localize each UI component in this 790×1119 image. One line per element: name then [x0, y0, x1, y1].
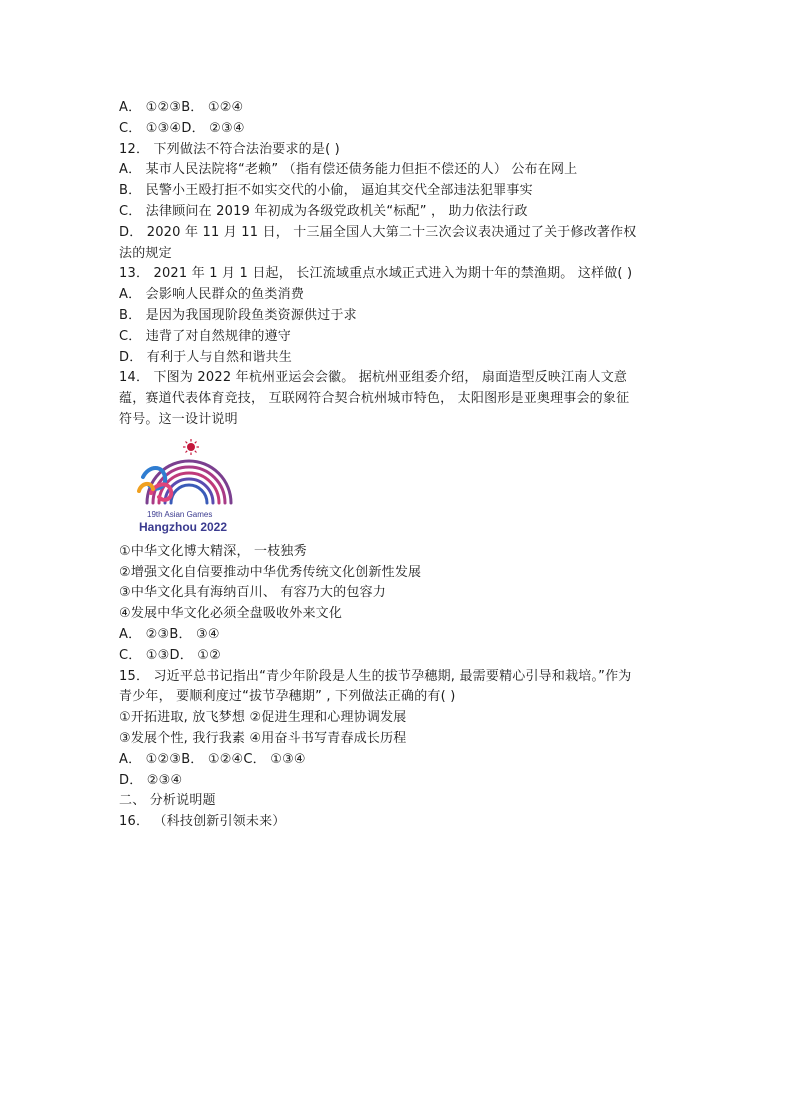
q14-statement-1: ①中华文化博大精深， 一枝独秀: [119, 543, 307, 559]
q12-option-a: A． 某市人民法院将“老赖” （指有偿还债务能力但拒不偿还的人） 公布在网上: [119, 162, 578, 178]
q13-option-d: D． 有利于人与自然和谐共生: [119, 349, 292, 365]
q15-stem-2: 青少年， 要顺利度过“拔节孕穗期” , 下列做法正确的有( ): [119, 689, 456, 705]
q15-option-d: D． ②③④: [119, 772, 183, 788]
q11-options-ab: A． ①②③B． ①②④: [119, 100, 244, 115]
q15-statements-12: ①开拓进取, 放飞梦想 ②促进生理和心理协调发展: [119, 710, 407, 726]
q14-statement-3: ③中华文化具有海纳百川、 有容乃大的包容力: [119, 585, 386, 601]
hangzhou-asian-games-emblem: [129, 435, 249, 540]
q13-option-c: C． 违背了对自然规律的遵守: [119, 328, 292, 344]
q12-option-b: B． 民警小王殴打拒不如实交代的小偷， 逼迫其交代全部违法犯罪事实: [119, 183, 533, 199]
section-heading: 二、 分析说明题: [119, 793, 216, 809]
q15-stem-1: 15． 习近平总书记指出“青少年阶段是人生的拔节孕穗期, 最需要精心引导和栽培。”作为: [119, 668, 632, 684]
q13-option-a: A． 会影响人民群众的鱼类消费: [119, 287, 305, 303]
q14-stem-1: 14． 下图为 2022 年杭州亚运会会徽。 据杭州亚组委介绍， 扇面造型反映江南人文意: [119, 370, 628, 386]
q13-option-b: B． 是因为我国现阶段鱼类资源供过于求: [119, 307, 357, 323]
sun-icon: [183, 439, 199, 455]
document-content: [119, 98, 679, 833]
q13-stem: 13． 2021 年 1 月 1 日起， 长江流域重点水域正式进入为期十年的禁渔期。 这样做( ): [119, 266, 633, 282]
q14-options-ab: A． ②③B． ③④: [119, 626, 220, 642]
q14-statement-2: ②增强文化自信要推动中华优秀传统文化创新性发展: [119, 564, 422, 580]
q14-options-cd: C． ①③D． ①②: [119, 647, 221, 663]
q12-option-c: C． 法律顾问在 2019 年初成为各级党政机关“标配” ， 助力依法行政: [119, 203, 528, 219]
emblem-caption-city: Hangzhou 2022: [139, 519, 228, 534]
q14-statement-4: ④发展中华文化必须全盘吸收外来文化: [119, 606, 343, 622]
q15-options-abc: A． ①②③B． ①②④C． ①③④: [119, 751, 306, 767]
q14-stem-2: 蕴，赛道代表体育竞技， 互联网符合契合杭州城市特色， 太阳图形是亚奥理事会的象征: [119, 391, 630, 407]
emblem-caption-event: 19th Asian Games: [147, 509, 213, 519]
q15-statements-34: ③发展个性, 我行我素 ④用奋斗书写青春成长历程: [119, 730, 407, 746]
q12-option-d-cont: 法的规定: [119, 245, 172, 261]
emblem-graphic: [129, 435, 249, 515]
q12-stem: 12． 下列做法不符合法治要求的是( ): [119, 141, 340, 157]
q11-options-cd: C． ①③④D． ②③④: [119, 120, 245, 136]
q14-stem-3: 符号。这一设计说明: [119, 411, 238, 427]
q12-option-d: D． 2020 年 11 月 11 日， 十三届全国人大第二十三次会议表决通过了关于修改著作权: [119, 224, 637, 240]
q16-stem: 16． （科技创新引领未来）: [119, 814, 286, 830]
